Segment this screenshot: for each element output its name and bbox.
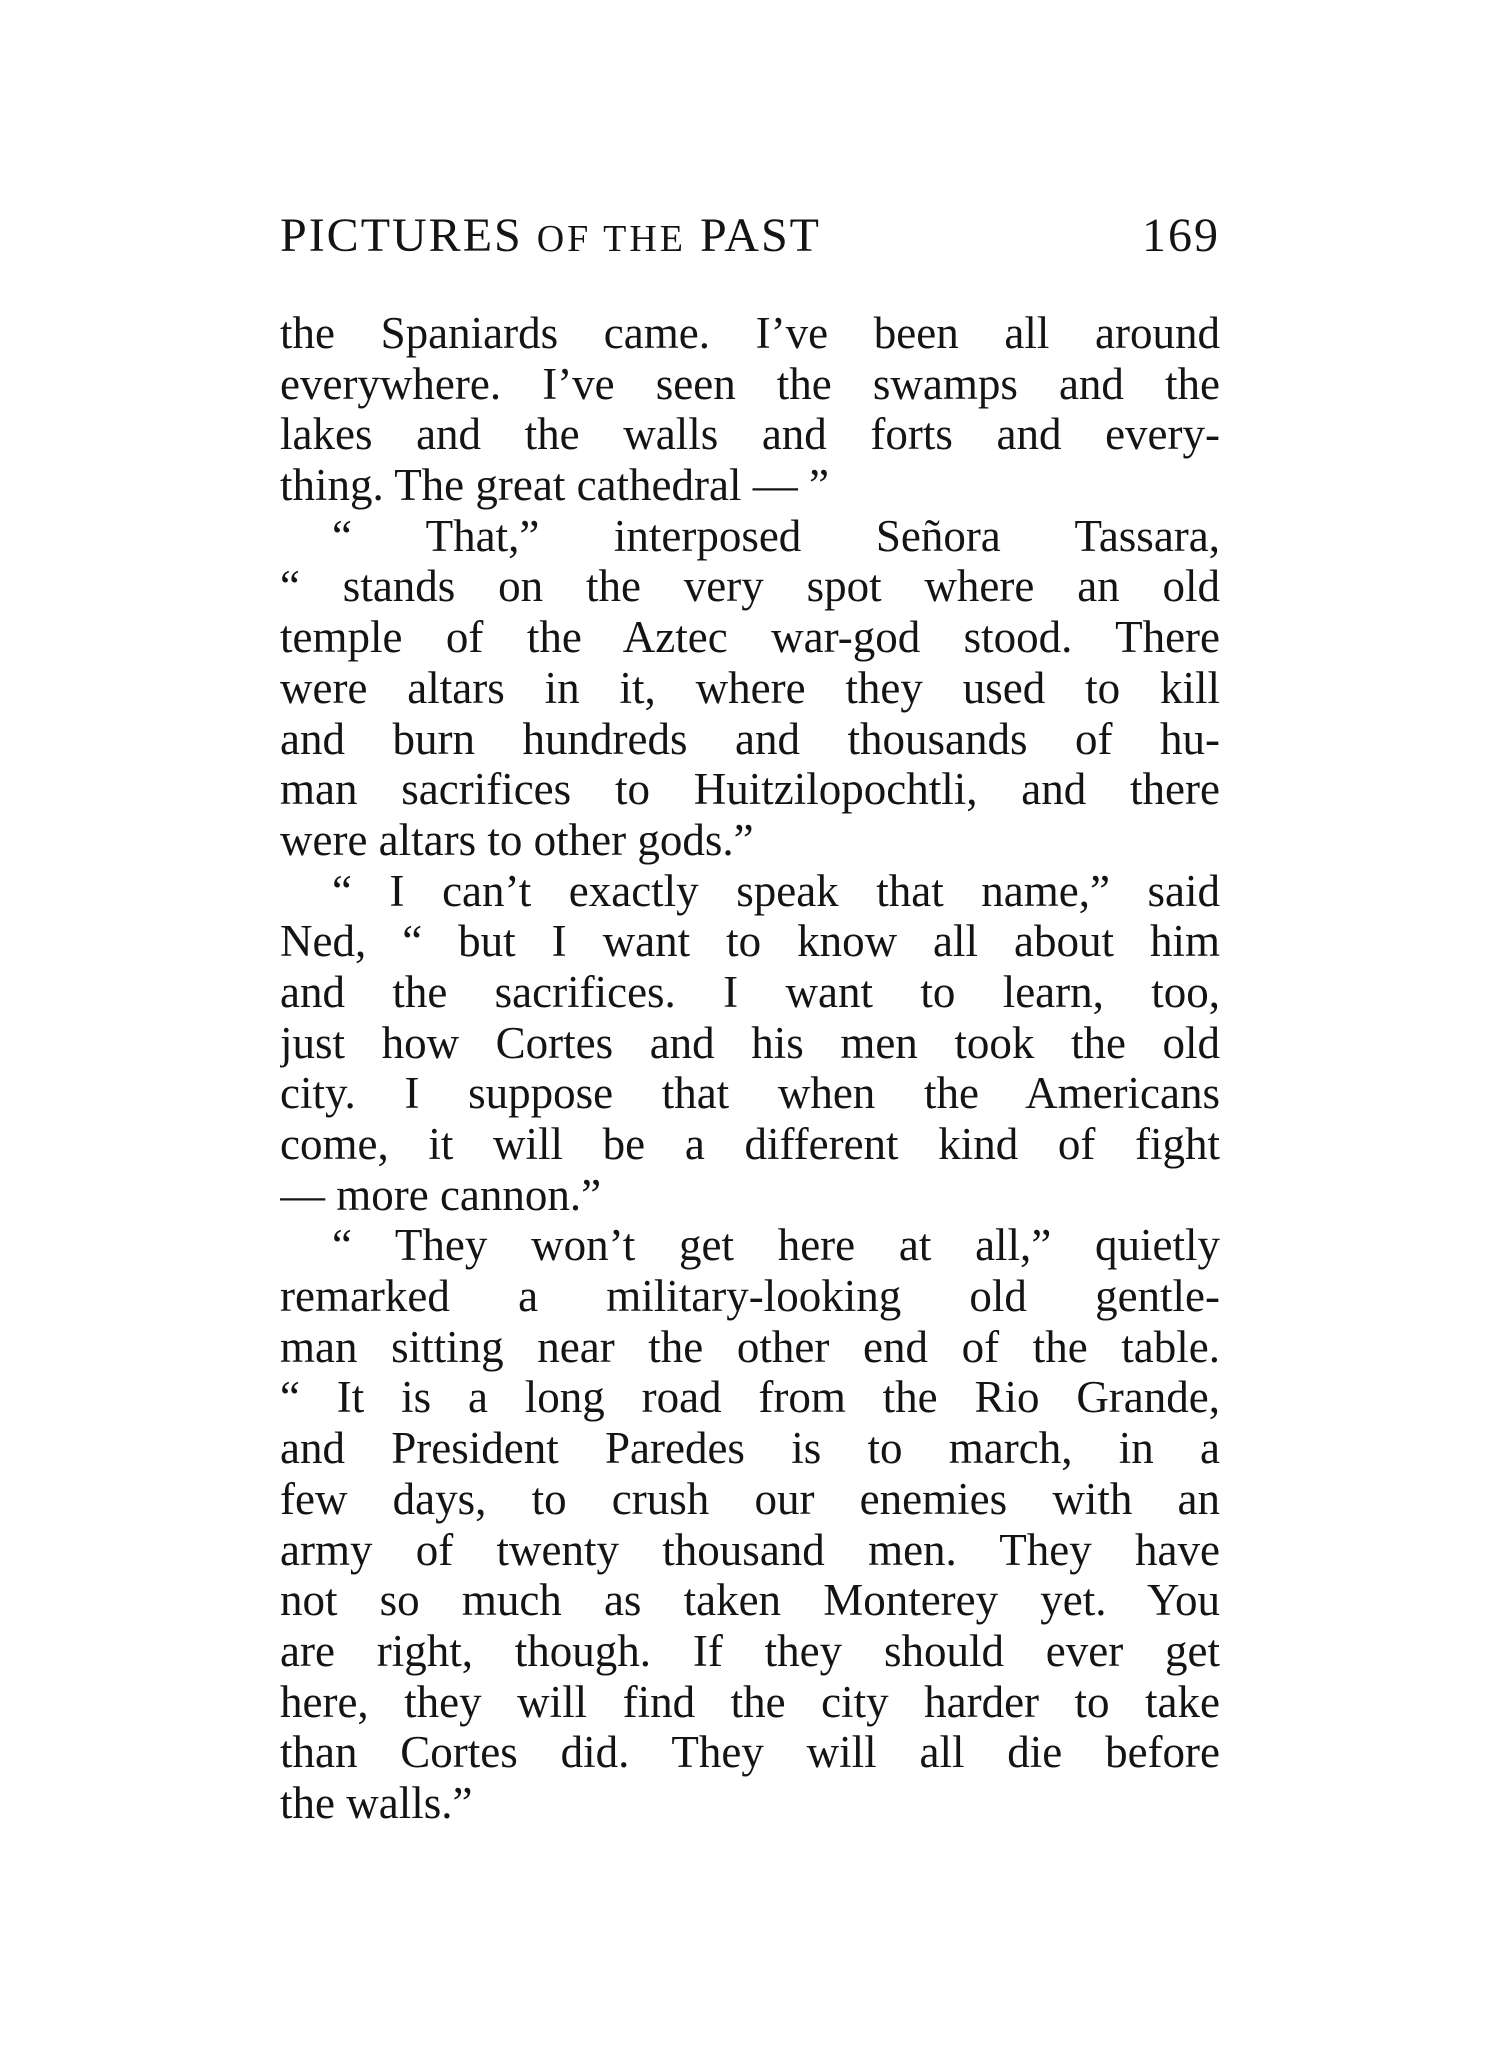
text-line: not so much as taken Monterey yet. You bbox=[280, 1575, 1220, 1626]
text-line: temple of the Aztec war-god stood. There bbox=[280, 612, 1220, 663]
text-line: thing. The great cathedral — ” bbox=[280, 460, 829, 511]
running-head-part2: OF THE bbox=[536, 218, 686, 260]
text-line: army of twenty thousand men. They have bbox=[280, 1524, 1220, 1575]
text-line: were altars to other gods.” bbox=[280, 814, 754, 865]
text-line: here, they will find the city harder to take bbox=[280, 1676, 1220, 1727]
text-line: remarked a military-looking old gentle- bbox=[280, 1271, 1220, 1322]
text-line: city. I suppose that when the Americans bbox=[280, 1068, 1220, 1119]
text-line: — more cannon.” bbox=[280, 1169, 602, 1220]
text-line: and President Paredes is to march, in a bbox=[280, 1423, 1220, 1474]
text-line: the Spaniards came. I’ve been all around bbox=[280, 308, 1220, 358]
text-line: are right, though. If they should ever get bbox=[280, 1625, 1220, 1676]
text-line: “ I can’t exactly speak that name,” said bbox=[332, 865, 1220, 916]
text-line: “ That,” interposed Señora Tassara, bbox=[332, 510, 1220, 561]
text-line: the walls.” bbox=[280, 1777, 473, 1828]
running-head-part1: PICTURES bbox=[280, 209, 537, 262]
text-line: “ It is a long road from the Rio Grande, bbox=[280, 1372, 1220, 1423]
running-head-part3: PAST bbox=[685, 209, 821, 262]
body-text bbox=[280, 308, 1220, 1829]
text-line: “ They won’t get here at all,” quietly bbox=[332, 1220, 1220, 1271]
text-line: man sacrifices to Huitzilopochtli, and there bbox=[280, 764, 1220, 815]
text-line: “ stands on the very spot where an old bbox=[280, 561, 1220, 612]
text-line: than Cortes did. They will all die before bbox=[280, 1727, 1220, 1778]
running-head bbox=[280, 204, 821, 271]
text-line: everywhere. I’ve seen the swamps and the bbox=[280, 358, 1220, 409]
text-line: were altars in it, where they used to kill bbox=[280, 662, 1220, 713]
text-line: Ned, “ but I want to know all about him bbox=[280, 916, 1220, 967]
text-line: come, it will be a different kind of fight bbox=[280, 1119, 1220, 1169]
text-line: man sitting near the other end of the table. bbox=[280, 1321, 1220, 1372]
text-line: few days, to crush our enemies with an bbox=[280, 1473, 1220, 1524]
text-line: just how Cortes and his men took the old bbox=[280, 1017, 1220, 1068]
page-number: 169 bbox=[1142, 209, 1220, 262]
text-line: and burn hundreds and thousands of hu- bbox=[280, 713, 1220, 764]
page-header bbox=[280, 204, 1220, 268]
text-line: and the sacrifices. I want to learn, too, bbox=[280, 966, 1220, 1017]
text-line: lakes and the walls and forts and every- bbox=[280, 409, 1220, 460]
